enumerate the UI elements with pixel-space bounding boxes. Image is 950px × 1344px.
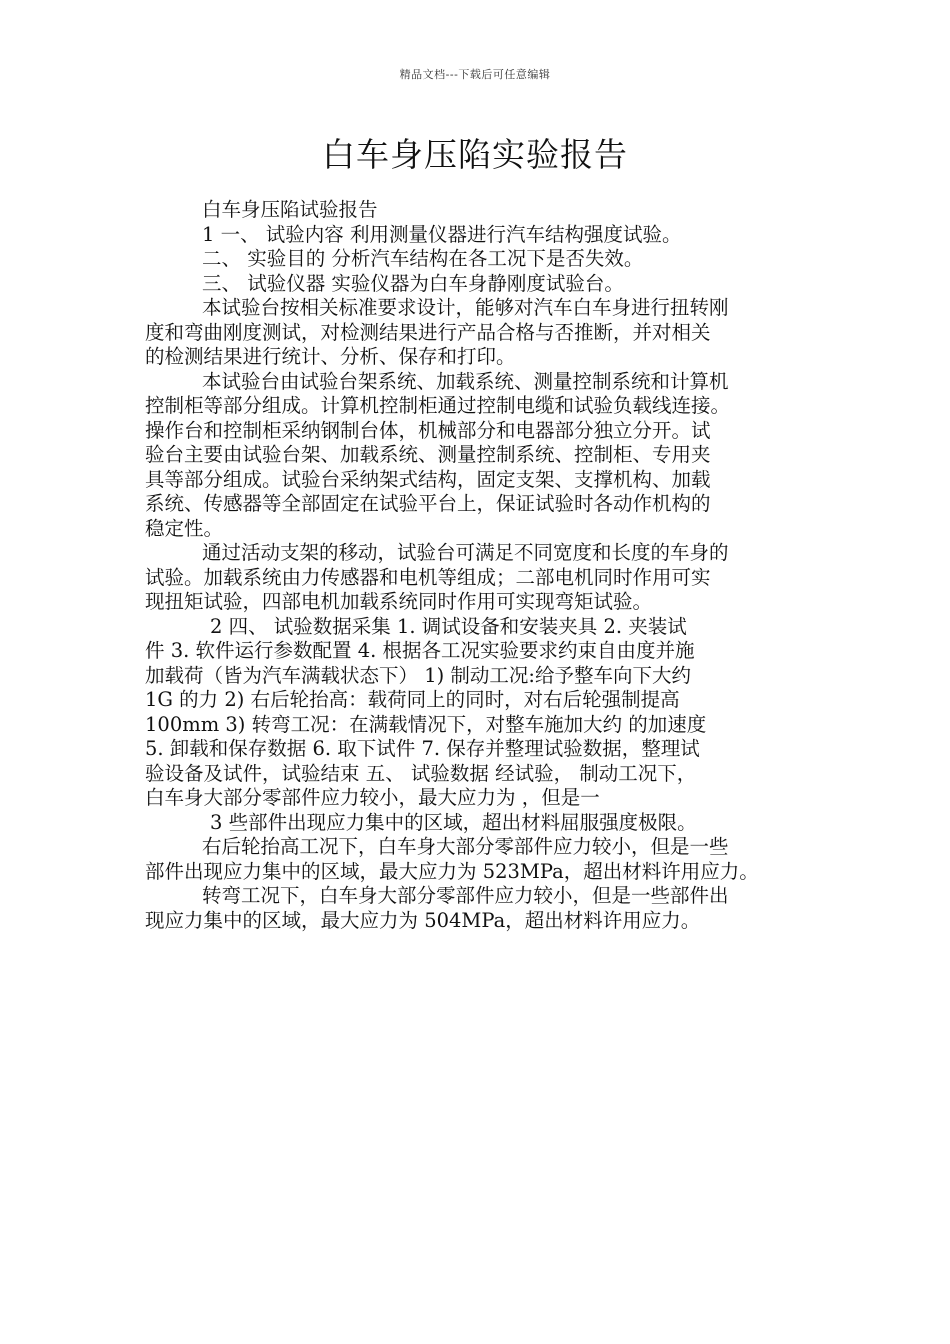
- text-line: 转弯工况下，白车身大部分零部件应力较小，但是一些部件出: [202, 884, 729, 907]
- text-line: 1 一、 试验内容 利用测量仪器进行汽车结构强度试验。: [202, 222, 682, 246]
- text-line: 现应力集中的区域，最大应力为 504MPa，超出材料许用应力。: [145, 908, 701, 932]
- text-line: 控制柜等部分组成。计算机控制柜通过控制电缆和试验负载线连接。: [145, 394, 731, 417]
- text-line: 验设备及试件，试验结束 五、 试验数据 经试验， 制动工况下，: [145, 761, 697, 785]
- header-note: 精品文档---下载后可任意编辑: [399, 68, 551, 81]
- text-line: 白车身压陷试验报告: [202, 198, 378, 221]
- text-line: 部件出现应力集中的区域，最大应力为 523MPa，超出材料许用应力。: [145, 859, 759, 883]
- text-line: 2 四、 试验数据采集 1. 调试设备和安装夹具 2. 夹装试: [210, 614, 687, 638]
- text-line: 系统、传感器等全部固定在试验平台上，保证试验时各动作机构的: [145, 492, 711, 515]
- text-line: 度和弯曲刚度测试，对检测结果进行产品合格与否推断，并对相关: [145, 320, 711, 344]
- text-line: 5. 卸载和保存数据 6. 取下试件 7. 保存并整理试验数据，整理试: [145, 737, 700, 760]
- text-line: 本试验台按相关标准要求设计，能够对汽车白车身进行扭转刚: [202, 296, 729, 319]
- text-line: 件 3. 软件运行参数配置 4. 根据各工况实验要求约束自由度并施: [145, 639, 695, 662]
- text-line: 试验。加载系统由力传感器和电机等组成；二部电机同时作用可实: [145, 565, 711, 589]
- text-line: 的检测结果进行统计、分析、保存和打印。: [145, 345, 516, 368]
- text-line: 1G 的力 2) 右后轮抬高：载荷同上的同时，对右后轮强制提高: [145, 688, 680, 711]
- text-line: 本试验台由试验台架系统、加载系统、测量控制系统和计算机: [202, 369, 729, 393]
- document-title: 白车身压陷实验报告: [322, 135, 628, 174]
- text-line: 3 些部件出现应力集中的区域，超出材料屈服强度极限。: [210, 810, 697, 834]
- text-line: 通过活动支架的移动，试验台可满足不同宽度和长度的车身的: [202, 541, 729, 564]
- text-line: 右后轮抬高工况下，白车身大部分零部件应力较小，但是一些: [202, 835, 729, 858]
- text-line: 稳定性。: [145, 516, 224, 540]
- text-line: 二、 实验目的 分析汽车结构在各工况下是否失效。: [202, 247, 644, 270]
- document-body: [145, 198, 817, 933]
- text-line: 白车身大部分零部件应力较小，最大应力为 ，但是一: [145, 786, 600, 809]
- text-line: 现扭矩试验，四部电机加载系统同时作用可实现弯矩试验。: [145, 590, 653, 613]
- text-line: 具等部分组成。试验台采纳架式结构，固定支架、支撑机构、加载: [145, 467, 711, 491]
- text-line: 三、 试验仪器 实验仪器为白车身静刚度试验台。: [202, 271, 624, 295]
- text-line: 验台主要由试验台架、加载系统、测量控制系统、控制柜、专用夹: [145, 443, 711, 466]
- text-line: 加载荷（皆为汽车满载状态下） 1) 制动工况:给予整车向下大约: [145, 663, 691, 687]
- text-line: 100mm 3) 转弯工况：在满载情况下，对整车施加大约 的加速度: [145, 712, 707, 736]
- text-line: 操作台和控制柜采纳钢制台体，机械部分和电器部分独立分开。试: [145, 418, 711, 442]
